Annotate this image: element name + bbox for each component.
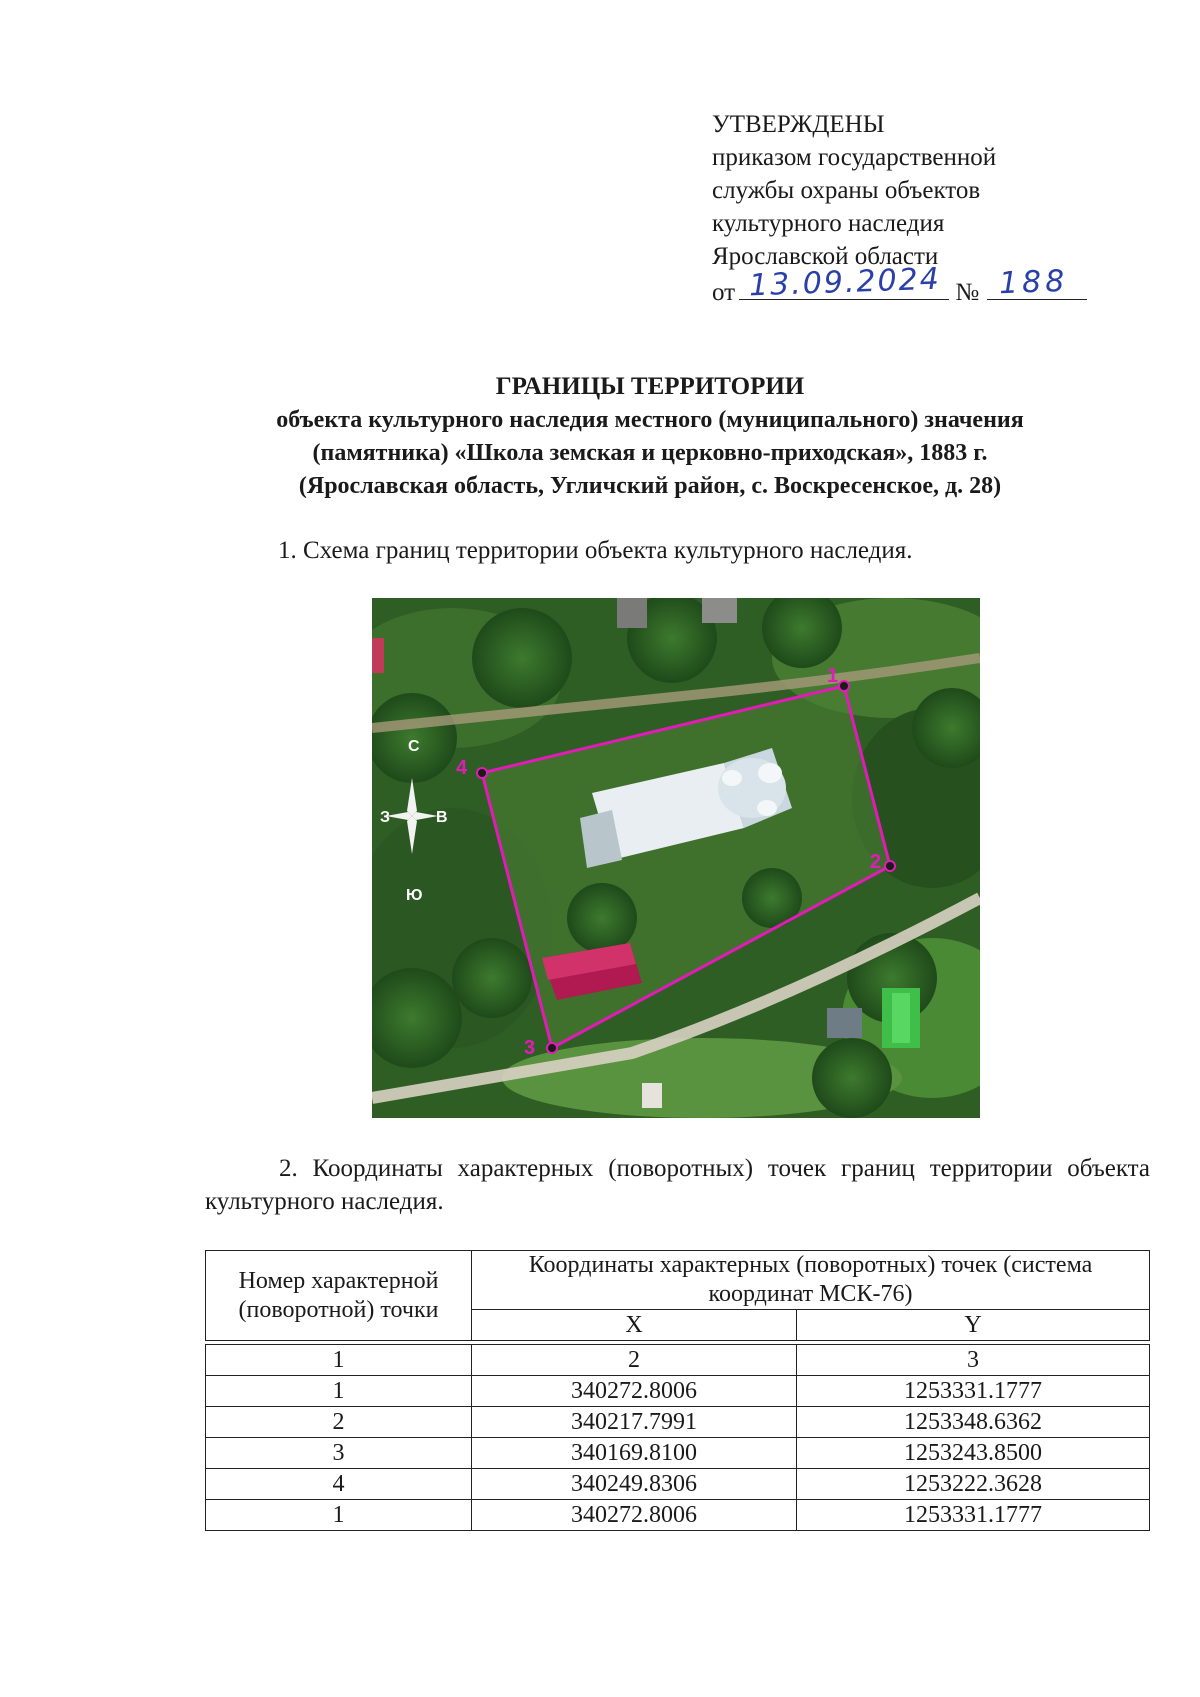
section-1-heading: 1. Схема границ территории объекта культурного наследия. [278, 537, 913, 564]
table-cell: 1253331.1777 [797, 1500, 1150, 1531]
table-cell: 1 [206, 1376, 472, 1407]
title-main: ГРАНИЦЫ ТЕРРИТОРИИ [495, 373, 805, 400]
date-field [739, 261, 949, 304]
table-row [206, 1407, 1150, 1438]
compass-south: Ю [406, 887, 423, 904]
handwritten-number: 188 [998, 263, 1070, 302]
table-cell: 1 [206, 1345, 472, 1376]
table-cell: 2 [206, 1407, 472, 1438]
point-label: 4 [456, 757, 468, 779]
title-line: (памятника) «Школа земская и церковно-приходская», 1883 г. [312, 440, 988, 466]
table-cell: 4 [206, 1469, 472, 1500]
approval-line: службы охраны объектов [712, 177, 981, 204]
title-line: объекта культурного наследия местного (муниципального) значения [276, 407, 1024, 433]
number-label: № [955, 279, 980, 306]
table-cell: 1 [206, 1500, 472, 1531]
approval-heading: УТВЕРЖДЕНЫ [712, 111, 885, 138]
number-field [987, 263, 1087, 302]
compass-east: В [436, 809, 448, 826]
table-cell: 340272.8006 [472, 1500, 797, 1531]
title-line: (Ярославская область, Угличский район, с. Воскресенское, д. 28) [298, 473, 1002, 499]
table-cell: 340217.7991 [472, 1407, 797, 1438]
header-coordinates: Координаты характерных (поворотных) точек (система координат МСК-76) [472, 1251, 1150, 1310]
table-row [206, 1469, 1150, 1500]
table-cell: 1253331.1777 [797, 1376, 1150, 1407]
approval-line: культурного наследия [712, 210, 945, 237]
approval-date-line [712, 261, 1112, 309]
boundary-scheme-map [372, 598, 980, 1118]
table-cell: 2 [472, 1345, 797, 1376]
table-row [206, 1438, 1150, 1469]
point-label: 2 [870, 851, 882, 873]
table-cell: 3 [206, 1438, 472, 1469]
approval-stamp [712, 108, 1112, 309]
table-cell: 1253243.8500 [797, 1438, 1150, 1469]
approval-line: Ярославской области [712, 243, 939, 270]
compass-north: С [408, 738, 420, 755]
document-title [200, 370, 1100, 503]
compass-west: З [380, 809, 391, 826]
handwritten-date: 13.09.2024 [748, 261, 942, 304]
header-x: X [472, 1310, 797, 1341]
table-cell: 340249.8306 [472, 1469, 797, 1500]
date-prefix: от [712, 279, 736, 306]
header-y: Y [797, 1310, 1150, 1341]
table-cell: 340272.8006 [472, 1376, 797, 1407]
approval-line: приказом государственной [712, 144, 997, 171]
coordinates-table [205, 1250, 1150, 1531]
table-cell: 1253348.6362 [797, 1407, 1150, 1438]
header-point-number: Номер характерной (поворотной) точки [206, 1251, 472, 1341]
satellite-image [372, 598, 980, 1118]
table-cell: 1253222.3628 [797, 1469, 1150, 1500]
section-2-heading: 2. Координаты характерных (поворотных) точек границ территории объекта культурного наследия. [205, 1155, 1150, 1215]
point-label: 3 [524, 1037, 536, 1059]
table-index-row [206, 1345, 1150, 1376]
point-label: 1 [827, 665, 839, 687]
table-row [206, 1500, 1150, 1531]
table-cell: 3 [797, 1345, 1150, 1376]
table-cell: 340169.8100 [472, 1438, 797, 1469]
table-row [206, 1376, 1150, 1407]
